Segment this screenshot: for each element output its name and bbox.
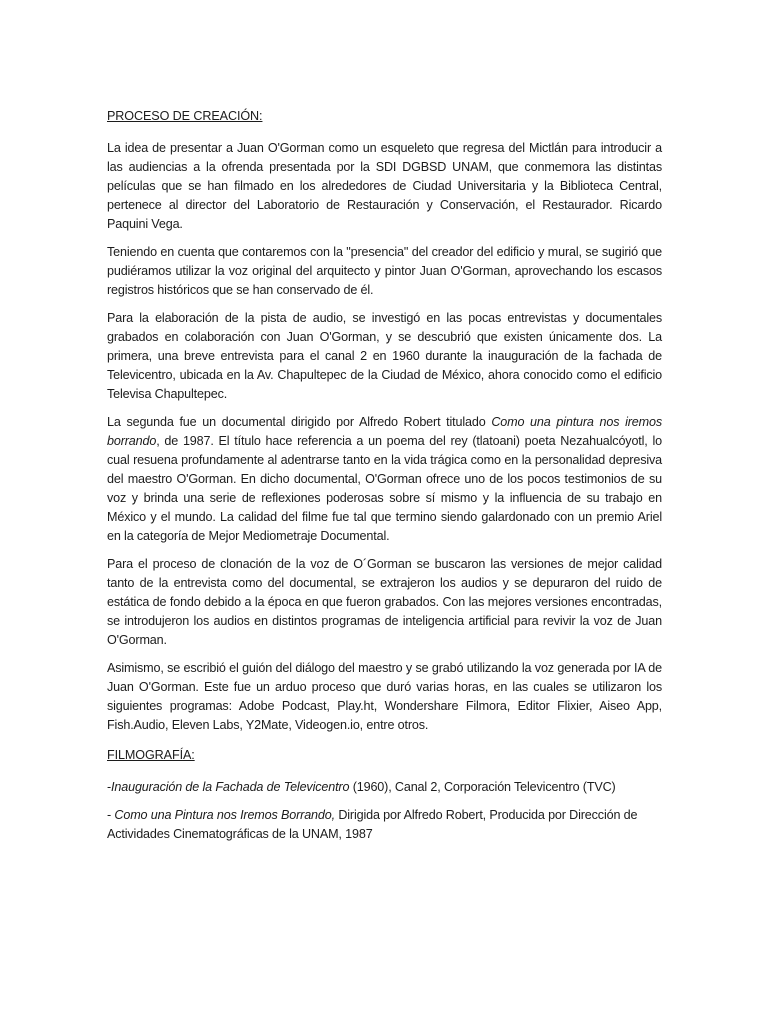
filmography-prefix: - [107,808,115,822]
section-title-proceso: PROCESO DE CREACIÓN: [107,109,263,123]
filmography-item [107,778,662,797]
paragraph-documental [107,413,662,546]
filmography-title: Como una Pintura nos Iremos Borrando, [114,808,335,822]
filmography-prefix: - [107,780,112,794]
paragraph-documental-after: , de 1987. El título hace referencia a un poema del rey (tlatoani) poeta Nezahualcóyotl, lo cual resuena profundamente al adentrarse tanto en la vida trágica como en la personalidad depresiva del maestro O'Gorman. En dicho documental, O'Gorman ofrece uno de los pocos testimonios de su voz y brinda una serie de reflexiones poderosas sobre sí mismo y la influencia de su trabajo en México y el mundo. La calidad del filme fue tal que termino siendo galardonado con un premio Ariel en la categoría de Mejor Mediometraje Documental. [107,434,662,543]
filmography-details: Dirigida por Alfredo Robert, Producida por Dirección de Actividades Cinematográficas de la UNAM, 1987 [107,808,638,841]
filmography-details: (1960), Canal 2, Corporación Televicentro (TVC) [349,780,616,794]
filmography-title: Inauguración de la Fachada de Televicentro [111,780,350,794]
paragraph-presencia: Teniendo en cuenta que contaremos con la "presencia" del creador del edificio y mural, se sugirió que pudiéramos utilizar la voz original del arquitecto y pintor Juan O'Gorman, aprovechando los escasos registros históricos que se han conservado de él. [107,245,662,297]
paragraph-documental-before: La segunda fue un documental dirigido por Alfredo Robert titulado [107,415,492,429]
paragraph-pista-audio: Para la elaboración de la pista de audio, se investigó en las pocas entrevistas y documentales grabados en colaboración con Juan O'Gorman, y se descubrió que existen únicamente dos. La primera, una breve entrevista para el canal 2 en 1960 durante la inauguración de la fachada de Televicentro, ubicada en la Av. Chapultepec de la Ciudad de México, ahora conocido como el edificio Televisa Chapultepec. [107,311,662,401]
paragraph-idea: La idea de presentar a Juan O'Gorman como un esqueleto que regresa del Mictlán para introducir a las audiencias a la ofrenda presentada por la SDI DGBSD UNAM, que conmemora las distintas películas que se han filmado en los alrededores de Ciudad Universitaria y la Biblioteca Central, pertenece al director del Laboratorio de Restauración y Conservación, el Restaurador. Ricardo Paquini Vega. [107,141,662,231]
filmography-item [107,806,662,844]
section-title-filmografia: FILMOGRAFÍA: [107,748,195,762]
paragraph-guion: Asimismo, se escribió el guión del diálogo del maestro y se grabó utilizando la voz generada por IA de Juan O'Gorman. Este fue un arduo proceso que duró varias horas, en las cuales se utilizaron los siguientes programas: Adobe Podcast, Play.ht, Wondershare Filmora, Editor Flixier, Aiseo App, Fish.Audio, Eleven Labs, Y2Mate, Videogen.io, entre otros. [107,661,662,732]
documentary-title: Como una pintura nos iremos borrando [107,415,662,448]
paragraph-clonacion: Para el proceso de clonación de la voz de O´Gorman se buscaron las versiones de mejor calidad tanto de la entrevista como del documental, se extrajeron los audios y se depuraron del ruido de estática de fondo debido a la época en que fueron grabados. Con las mejores versiones encontradas, se introdujeron los audios en distintos programas de inteligencia artificial para revivir la voz de Juan O'Gorman. [107,557,662,647]
